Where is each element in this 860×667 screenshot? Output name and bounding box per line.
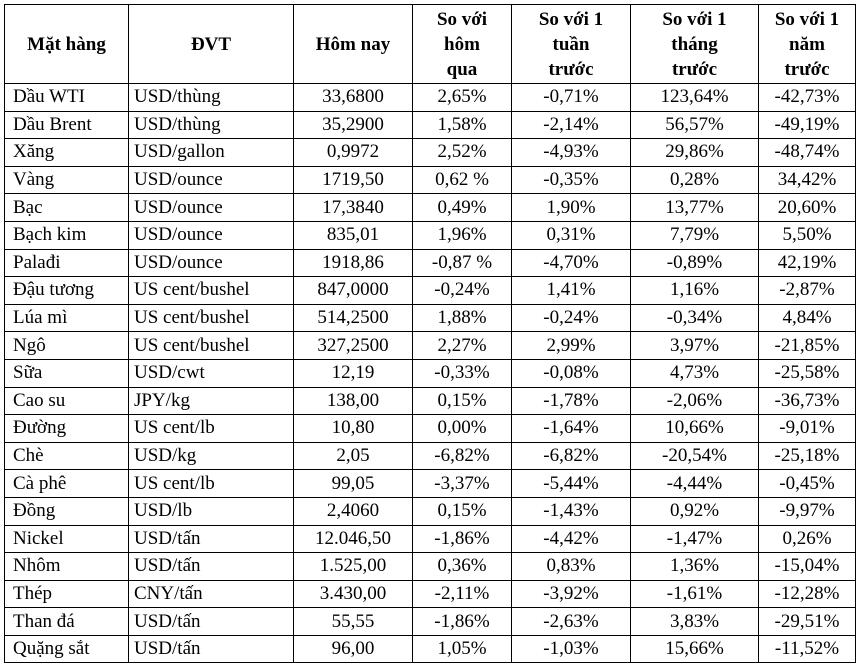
cell-vs-week: -0,24% [512, 304, 631, 332]
cell-vs-yesterday: -0,33% [413, 359, 512, 387]
cell-vs-month: 0,92% [631, 497, 759, 525]
table-row [5, 580, 856, 608]
cell-item: Palađi [5, 249, 129, 277]
cell-unit: USD/cwt [129, 359, 294, 387]
cell-vs-year: -11,52% [759, 635, 856, 663]
cell-item: Sữa [5, 359, 129, 387]
cell-vs-yesterday: 2,27% [413, 332, 512, 360]
cell-today: 138,00 [294, 387, 413, 415]
cell-vs-month: 3,83% [631, 608, 759, 636]
table-row [5, 470, 856, 498]
cell-vs-year: -48,74% [759, 139, 856, 167]
cell-today: 99,05 [294, 470, 413, 498]
cell-unit: US cent/bushel [129, 277, 294, 305]
cell-vs-week: 0,31% [512, 221, 631, 249]
cell-vs-week: 2,99% [512, 332, 631, 360]
cell-item: Dầu WTI [5, 84, 129, 112]
cell-vs-year: -12,28% [759, 580, 856, 608]
cell-vs-yesterday: 0,49% [413, 194, 512, 222]
cell-unit: USD/ounce [129, 221, 294, 249]
cell-today: 12,19 [294, 359, 413, 387]
cell-today: 1918,86 [294, 249, 413, 277]
cell-item: Thép [5, 580, 129, 608]
cell-vs-yesterday: 1,05% [413, 635, 512, 663]
cell-vs-year: 5,50% [759, 221, 856, 249]
cell-today: 2,4060 [294, 497, 413, 525]
cell-vs-week: -1,43% [512, 497, 631, 525]
cell-item: Lúa mì [5, 304, 129, 332]
cell-vs-month: -2,06% [631, 387, 759, 415]
cell-vs-year: 20,60% [759, 194, 856, 222]
cell-vs-year: -9,01% [759, 415, 856, 443]
cell-item: Nhôm [5, 553, 129, 581]
table-row [5, 415, 856, 443]
cell-unit: USD/thùng [129, 111, 294, 139]
table-row [5, 221, 856, 249]
cell-unit: USD/tấn [129, 635, 294, 663]
cell-item: Dầu Brent [5, 111, 129, 139]
header-row [5, 5, 856, 84]
cell-vs-yesterday: 1,88% [413, 304, 512, 332]
cell-vs-month: 1,36% [631, 553, 759, 581]
cell-unit: USD/kg [129, 442, 294, 470]
cell-vs-month: -0,34% [631, 304, 759, 332]
cell-item: Vàng [5, 166, 129, 194]
cell-today: 55,55 [294, 608, 413, 636]
cell-item: Đồng [5, 497, 129, 525]
header-vs-year: So với 1 năm trước [759, 5, 856, 84]
cell-vs-yesterday: 0,36% [413, 553, 512, 581]
cell-unit: USD/thùng [129, 84, 294, 112]
cell-vs-year: -29,51% [759, 608, 856, 636]
cell-vs-yesterday: -0,24% [413, 277, 512, 305]
cell-vs-month: 7,79% [631, 221, 759, 249]
header-today: Hôm nay [294, 5, 413, 84]
cell-vs-yesterday: -1,86% [413, 525, 512, 553]
cell-vs-month: 3,97% [631, 332, 759, 360]
cell-unit: USD/ounce [129, 249, 294, 277]
header-unit: ĐVT [129, 5, 294, 84]
cell-vs-year: 0,26% [759, 525, 856, 553]
cell-item: Quặng sắt [5, 635, 129, 663]
cell-vs-month: 29,86% [631, 139, 759, 167]
cell-vs-month: -20,54% [631, 442, 759, 470]
table-row [5, 139, 856, 167]
cell-vs-year: -25,58% [759, 359, 856, 387]
cell-vs-month: -1,47% [631, 525, 759, 553]
header-vs-yesterday: So với hôm qua [413, 5, 512, 84]
cell-item: Than đá [5, 608, 129, 636]
cell-vs-month: 123,64% [631, 84, 759, 112]
cell-vs-week: -5,44% [512, 470, 631, 498]
cell-unit: USD/tấn [129, 553, 294, 581]
header-item: Mặt hàng [5, 5, 129, 84]
cell-vs-month: 56,57% [631, 111, 759, 139]
cell-item: Cao su [5, 387, 129, 415]
cell-vs-yesterday: 1,96% [413, 221, 512, 249]
cell-vs-week: -0,35% [512, 166, 631, 194]
cell-vs-month: -4,44% [631, 470, 759, 498]
cell-today: 33,6800 [294, 84, 413, 112]
cell-today: 514,2500 [294, 304, 413, 332]
table-row [5, 111, 856, 139]
cell-item: Đường [5, 415, 129, 443]
table-row [5, 359, 856, 387]
cell-item: Bạch kim [5, 221, 129, 249]
cell-vs-yesterday: -3,37% [413, 470, 512, 498]
cell-vs-yesterday: -2,11% [413, 580, 512, 608]
table-row [5, 387, 856, 415]
cell-unit: US cent/lb [129, 470, 294, 498]
cell-vs-week: -3,92% [512, 580, 631, 608]
table-row [5, 608, 856, 636]
cell-vs-week: -2,63% [512, 608, 631, 636]
cell-item: Nickel [5, 525, 129, 553]
cell-vs-yesterday: 0,00% [413, 415, 512, 443]
cell-vs-yesterday: -1,86% [413, 608, 512, 636]
cell-today: 10,80 [294, 415, 413, 443]
cell-vs-week: 1,41% [512, 277, 631, 305]
cell-unit: CNY/tấn [129, 580, 294, 608]
cell-vs-year: 34,42% [759, 166, 856, 194]
cell-vs-year: -15,04% [759, 553, 856, 581]
cell-vs-week: -0,71% [512, 84, 631, 112]
cell-vs-month: 13,77% [631, 194, 759, 222]
cell-vs-year: -21,85% [759, 332, 856, 360]
cell-vs-month: 15,66% [631, 635, 759, 663]
cell-vs-year: -2,87% [759, 277, 856, 305]
cell-vs-year: -36,73% [759, 387, 856, 415]
header-vs-month: So với 1 tháng trước [631, 5, 759, 84]
cell-unit: USD/lb [129, 497, 294, 525]
header-vs-week: So với 1 tuần trước [512, 5, 631, 84]
cell-vs-year: -9,97% [759, 497, 856, 525]
cell-vs-year: -25,18% [759, 442, 856, 470]
cell-item: Bạc [5, 194, 129, 222]
cell-vs-yesterday: 0,15% [413, 497, 512, 525]
cell-unit: USD/ounce [129, 194, 294, 222]
cell-today: 847,0000 [294, 277, 413, 305]
cell-vs-year: -42,73% [759, 84, 856, 112]
cell-vs-year: -0,45% [759, 470, 856, 498]
cell-today: 3.430,00 [294, 580, 413, 608]
cell-vs-week: -4,70% [512, 249, 631, 277]
table-row [5, 525, 856, 553]
cell-item: Đậu tương [5, 277, 129, 305]
cell-today: 2,05 [294, 442, 413, 470]
cell-vs-yesterday: 2,65% [413, 84, 512, 112]
table-row [5, 442, 856, 470]
cell-unit: JPY/kg [129, 387, 294, 415]
cell-vs-week: -4,93% [512, 139, 631, 167]
cell-vs-month: -0,89% [631, 249, 759, 277]
cell-today: 96,00 [294, 635, 413, 663]
cell-unit: USD/tấn [129, 525, 294, 553]
cell-vs-month: -1,61% [631, 580, 759, 608]
cell-item: Cà phê [5, 470, 129, 498]
cell-vs-week: -6,82% [512, 442, 631, 470]
table-body [5, 84, 856, 663]
cell-vs-year: 42,19% [759, 249, 856, 277]
cell-vs-week: -1,64% [512, 415, 631, 443]
cell-vs-yesterday: 0,62 % [413, 166, 512, 194]
cell-vs-year: 4,84% [759, 304, 856, 332]
commodity-price-table [4, 4, 856, 663]
cell-vs-week: -1,78% [512, 387, 631, 415]
cell-vs-yesterday: -0,87 % [413, 249, 512, 277]
cell-item: Ngô [5, 332, 129, 360]
cell-unit: US cent/bushel [129, 304, 294, 332]
table-row [5, 166, 856, 194]
cell-vs-month: 0,28% [631, 166, 759, 194]
cell-vs-week: -0,08% [512, 359, 631, 387]
cell-unit: USD/ounce [129, 166, 294, 194]
cell-unit: US cent/lb [129, 415, 294, 443]
cell-vs-yesterday: -6,82% [413, 442, 512, 470]
cell-today: 17,3840 [294, 194, 413, 222]
table-row [5, 553, 856, 581]
cell-vs-month: 10,66% [631, 415, 759, 443]
cell-item: Xăng [5, 139, 129, 167]
table-row [5, 304, 856, 332]
cell-item: Chè [5, 442, 129, 470]
cell-vs-week: 0,83% [512, 553, 631, 581]
cell-unit: US cent/bushel [129, 332, 294, 360]
cell-today: 1.525,00 [294, 553, 413, 581]
table-row [5, 277, 856, 305]
cell-today: 0,9972 [294, 139, 413, 167]
cell-vs-yesterday: 2,52% [413, 139, 512, 167]
cell-vs-yesterday: 1,58% [413, 111, 512, 139]
table-row [5, 194, 856, 222]
cell-vs-year: -49,19% [759, 111, 856, 139]
cell-vs-yesterday: 0,15% [413, 387, 512, 415]
cell-vs-week: -4,42% [512, 525, 631, 553]
cell-unit: USD/gallon [129, 139, 294, 167]
cell-today: 327,2500 [294, 332, 413, 360]
cell-vs-week: 1,90% [512, 194, 631, 222]
table-row [5, 249, 856, 277]
cell-today: 835,01 [294, 221, 413, 249]
cell-today: 35,2900 [294, 111, 413, 139]
cell-unit: USD/tấn [129, 608, 294, 636]
table-row [5, 84, 856, 112]
cell-vs-month: 4,73% [631, 359, 759, 387]
table-row [5, 497, 856, 525]
table-row [5, 332, 856, 360]
cell-today: 1719,50 [294, 166, 413, 194]
cell-vs-week: -1,03% [512, 635, 631, 663]
table-row [5, 635, 856, 663]
cell-vs-month: 1,16% [631, 277, 759, 305]
cell-vs-week: -2,14% [512, 111, 631, 139]
cell-today: 12.046,50 [294, 525, 413, 553]
